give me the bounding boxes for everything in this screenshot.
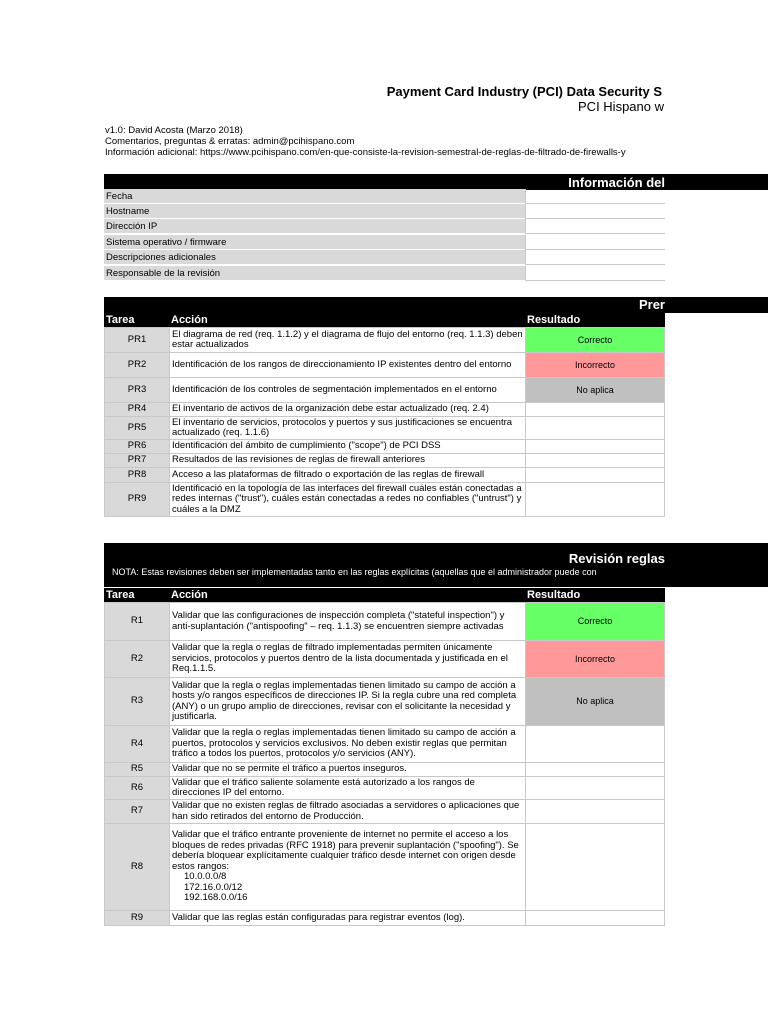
table-row [105, 678, 665, 726]
result-cell[interactable] [526, 800, 665, 824]
pre-table [104, 327, 665, 517]
task-action [170, 378, 526, 403]
rev-note: NOTA: Estas revisiones deben ser implementadas tanto en las reglas explícitas (aquellas que el administrador puede con [112, 567, 597, 577]
task-id: R1 [105, 603, 170, 641]
action-text: Validar que las configuraciones de inspección completa ("stateful inspection") y anti-suplantación ("antispoofing" – req. 1.1.3) se encuentren siempre activadas [172, 610, 505, 632]
document-subtitle: PCI Hispano w [578, 99, 664, 114]
info-section-heading: Información del [568, 175, 665, 190]
col-tarea: Tarea [106, 314, 135, 326]
pre-section-bar [104, 297, 768, 313]
action-text: Validar que la regla o reglas implementadas tienen limitado su campo de acción a puertos, protocolos y servicios exclusivos. No deben existir reglas que permitan tráfico a todos los puertos, protocolos y/o servicios (ANY). [172, 727, 516, 760]
task-action [170, 468, 526, 483]
result-cell[interactable] [526, 440, 665, 454]
table-row [105, 641, 665, 678]
info-field-value[interactable] [525, 219, 665, 234]
result-cell[interactable]: Correcto [526, 328, 665, 353]
result-cell[interactable] [526, 468, 665, 483]
task-action [170, 603, 526, 641]
col-accion: Acción [171, 589, 208, 601]
info-field-value[interactable] [525, 250, 665, 265]
task-id: R8 [105, 824, 170, 911]
info-field-label: Dirección IP [104, 219, 525, 234]
action-text: Validar que la regla o reglas de filtrado implementadas permiten únicamente servicios, protocolos y puertos dentro de la lista documentada y justificada en el Req.1.1.5. [172, 642, 508, 675]
info-row [104, 204, 665, 219]
info-row [104, 250, 665, 265]
comments-line: Comentarios, preguntas & erratas: admin@pcihispano.com [105, 136, 355, 147]
task-id: PR1 [105, 328, 170, 353]
task-action [170, 824, 526, 911]
task-id: PR9 [105, 483, 170, 517]
result-cell[interactable] [526, 777, 665, 800]
table-row [105, 763, 665, 777]
document-title: Payment Card Industry (PCI) Data Security S [386, 84, 662, 99]
result-cell[interactable]: Incorrecto [526, 353, 665, 378]
pre-table-header [104, 313, 665, 327]
action-text: El diagrama de red (req. 1.1.2) y el diagrama de flujo del entorno (req. 1.1.3) deben estar actualizados [172, 328, 523, 350]
info-field-label: Sistema operativo / firmware [104, 235, 525, 250]
info-section-bar [104, 174, 768, 190]
task-action [170, 440, 526, 454]
table-row [105, 468, 665, 483]
action-text: Identificación de los controles de segmentación implementados en el entorno [172, 383, 497, 395]
rev-table [104, 602, 665, 926]
result-cell[interactable]: Correcto [526, 603, 665, 641]
task-action [170, 641, 526, 678]
action-text: Validar que las reglas están configuradas para registrar eventos (log). [172, 911, 465, 923]
col-tarea: Tarea [106, 589, 135, 601]
table-row [105, 726, 665, 763]
action-text: Validar que el tráfico entrante proveniente de internet no permite el acceso a los bloques de redes privadas (RFC 1918) para prevenir suplantación ("spoofing"). Se debería bloquear explícitamente cualquier tráfico desde internet con origen desde estos rangos: [172, 829, 519, 872]
task-id: R3 [105, 678, 170, 726]
action-text: Validar que no se permite el tráfico a puertos inseguros. [172, 763, 407, 775]
task-id: PR5 [105, 417, 170, 440]
info-row [104, 235, 665, 250]
task-id: R9 [105, 911, 170, 926]
table-row [105, 378, 665, 403]
result-cell[interactable] [526, 911, 665, 926]
result-cell[interactable] [526, 726, 665, 763]
result-cell[interactable]: No aplica [526, 678, 665, 726]
task-action [170, 777, 526, 800]
pre-section-heading: Prer [638, 297, 665, 312]
table-row [105, 483, 665, 517]
info-field-label: Hostname [104, 204, 525, 219]
action-text: Identificación de los rangos de direccionamiento IP existentes dentro del entorno [172, 358, 512, 370]
rev-table-header [104, 588, 665, 602]
task-id: PR6 [105, 440, 170, 454]
task-action [170, 417, 526, 440]
info-field-value[interactable] [525, 204, 665, 219]
table-row [105, 440, 665, 454]
table-row [105, 417, 665, 440]
rev-section-heading: Revisión reglas [568, 551, 665, 566]
result-cell[interactable]: Incorrecto [526, 641, 665, 678]
task-action [170, 483, 526, 517]
info-field-value[interactable] [525, 266, 665, 281]
task-action [170, 454, 526, 468]
task-id: PR2 [105, 353, 170, 378]
action-text: Acceso a las plataformas de filtrado o exportación de las reglas de firewall [172, 468, 485, 480]
result-cell[interactable] [526, 824, 665, 911]
action-text: El inventario de activos de la organización debe estar actualizado (req. 2.4) [172, 403, 489, 415]
version-line: v1.0: David Acosta (Marzo 2018) [105, 125, 243, 136]
action-text: Validar que la regla o reglas implementadas tienen limitado su campo de acción a hosts y/o rangos específicos de direcciones IP. Si la regla cubre una red completa (ANY) o un grupo amplio de direcciones, revisar con el solicitante la necesidad y justificarla. [172, 679, 517, 722]
action-text: El inventario de servicios, protocolos y puertos y sus justificaciones se encuentra actualizado (req. 1.1.6) [172, 416, 513, 438]
ip-range: 10.0.0.0/8 [184, 871, 227, 883]
task-id: R5 [105, 763, 170, 777]
task-id: R6 [105, 777, 170, 800]
task-action [170, 678, 526, 726]
info-field-label: Descripciones adicionales [104, 250, 525, 265]
ip-range: 192.168.0.0/16 [184, 892, 248, 904]
task-action [170, 726, 526, 763]
info-field-value[interactable] [525, 189, 665, 204]
rev-section-bar [104, 543, 768, 587]
table-row [105, 777, 665, 800]
info-field-label: Responsable de la revisión [104, 266, 525, 281]
action-text: Resultados de las revisiones de reglas de firewall anteriores [172, 454, 425, 466]
task-action [170, 328, 526, 353]
task-id: PR7 [105, 454, 170, 468]
table-row [105, 353, 665, 378]
task-id: PR3 [105, 378, 170, 403]
info-row [104, 189, 665, 204]
table-row [105, 603, 665, 641]
result-cell[interactable] [526, 483, 665, 517]
col-resultado: Resultado [527, 589, 581, 601]
table-row [105, 403, 665, 417]
task-action [170, 800, 526, 824]
task-id: PR4 [105, 403, 170, 417]
action-text: Validar que el tráfico saliente solamente está autorizado a los rangos de direcciones IP del entorno. [172, 776, 475, 798]
result-cell[interactable] [526, 763, 665, 777]
result-cell[interactable] [526, 417, 665, 440]
table-row [105, 454, 665, 468]
info-field-label: Fecha [104, 189, 525, 204]
result-cell[interactable]: No aplica [526, 378, 665, 403]
table-row [105, 911, 665, 926]
col-resultado: Resultado [527, 314, 581, 326]
action-text: Identificació en la topología de las interfaces del firewall cuáles están conectadas a redes internas ("trust"), cuáles están conectadas a redes no confiables ("untrust") y cuáles a la DMZ [172, 482, 522, 515]
ip-range: 172.16.0.0/12 [184, 881, 243, 893]
task-id: R4 [105, 726, 170, 763]
result-cell[interactable] [526, 403, 665, 417]
table-row [105, 800, 665, 824]
task-id: PR8 [105, 468, 170, 483]
info-row [104, 266, 665, 281]
task-action [170, 763, 526, 777]
task-id: R2 [105, 641, 170, 678]
info-line: Información adicional: https://www.pcihispano.com/en-que-consiste-la-revision-semestral-de-reglas-de-filtrado-de-firewalls-y [105, 147, 626, 158]
table-row [105, 328, 665, 353]
task-id: R7 [105, 800, 170, 824]
task-action [170, 403, 526, 417]
action-text: Identificación del ámbito de cumplimiento ("scope") de PCI DSS [172, 440, 441, 452]
col-accion: Acción [171, 314, 208, 326]
info-row [104, 219, 665, 234]
task-action [170, 911, 526, 926]
action-text: Validar que no existen reglas de filtrado asociadas a servidores o aplicaciones que han sido retirados del entorno de Producción. [172, 800, 520, 822]
info-field-value[interactable] [525, 235, 665, 250]
result-cell[interactable] [526, 454, 665, 468]
task-action [170, 353, 526, 378]
table-row [105, 824, 665, 911]
